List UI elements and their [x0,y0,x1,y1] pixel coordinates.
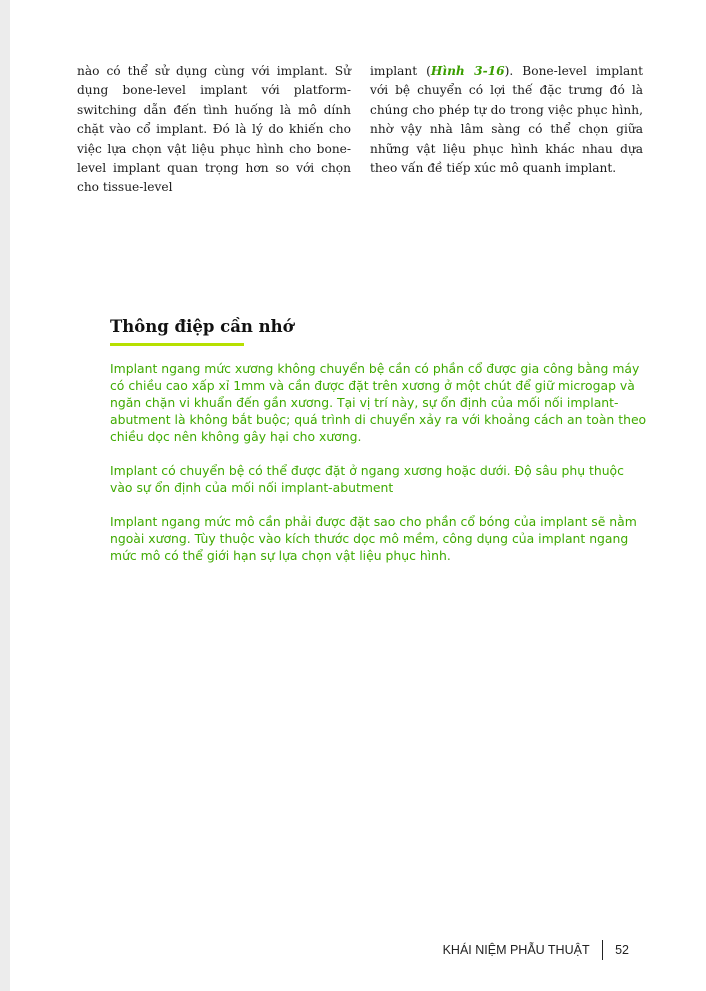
title-underline [110,343,244,346]
key-message-paragraph: Implant có chuyển bệ có thể được đặt ở ngang xương hoặc dưới. Độ sâu phụ thuộc vào sự ổn định của mối nối implant-abutment [110,463,624,495]
body-text-right-rest: ). Bone-level implant với bệ chuyển có lợi thế đặc trưng đó là chúng cho phép tự do trong việc phục hình, nhờ vậy nhà lâm sàng có thể chọn giữa những vật liệu phục hình khác nhau dựa theo vấn đề tiếp xúc mô quanh implant. [370,64,644,176]
figure-reference-link[interactable]: Hình 3-16 [430,64,505,78]
page-footer [443,940,629,960]
chapter-title: KHÁI NIỆM PHẪU THUẬT [442,943,590,957]
body-column-left [77,62,351,198]
body-column-right [370,62,643,178]
body-text-right-start: implant ( [370,64,431,78]
key-message-paragraph: Implant ngang mức xương không chuyển bệ cần có phần cổ được gia công bằng máy có chiều cao xấp xỉ 1mm và cần được đặt trên xương ở một chút để giữ microgap và ngăn chặn vi khuẩn đến gần xương. Tại vị trí này, sự ổn định của mối nối implant-abutment là không bắt buộc; quá trình di chuyển xảy ra với khoảng cách an toàn theo chiều dọc nên không gây hại cho xương. [110,361,647,444]
key-message-box [110,316,650,564]
key-message-title: Thông điệp cần nhớ [110,317,294,336]
page [10,0,706,991]
body-text-right [370,62,643,178]
key-message-paragraph: Implant ngang mức mô cần phải được đặt sao cho phần cổ bóng của implant sẽ nằm ngoài xương. Tùy thuộc vào kích thước dọc mô mềm, công dụng của implant ngang mức mô có thể giới hạn sự lựa chọn vật liệu phục hình. [110,514,637,563]
body-text-left: nào có thể sử dụng cùng với implant. Sử dụng bone-level implant với platform-switching dẫn đến tình huống là mô dính chặt vào cổ implant. Đó là lý do khiến cho việc lựa chọn vật liệu phục hình cho bone-level implant quan trọng hơn so với chọn cho tissue-level [77,64,351,195]
footer-divider [602,940,604,960]
page-number: 52 [615,943,629,957]
